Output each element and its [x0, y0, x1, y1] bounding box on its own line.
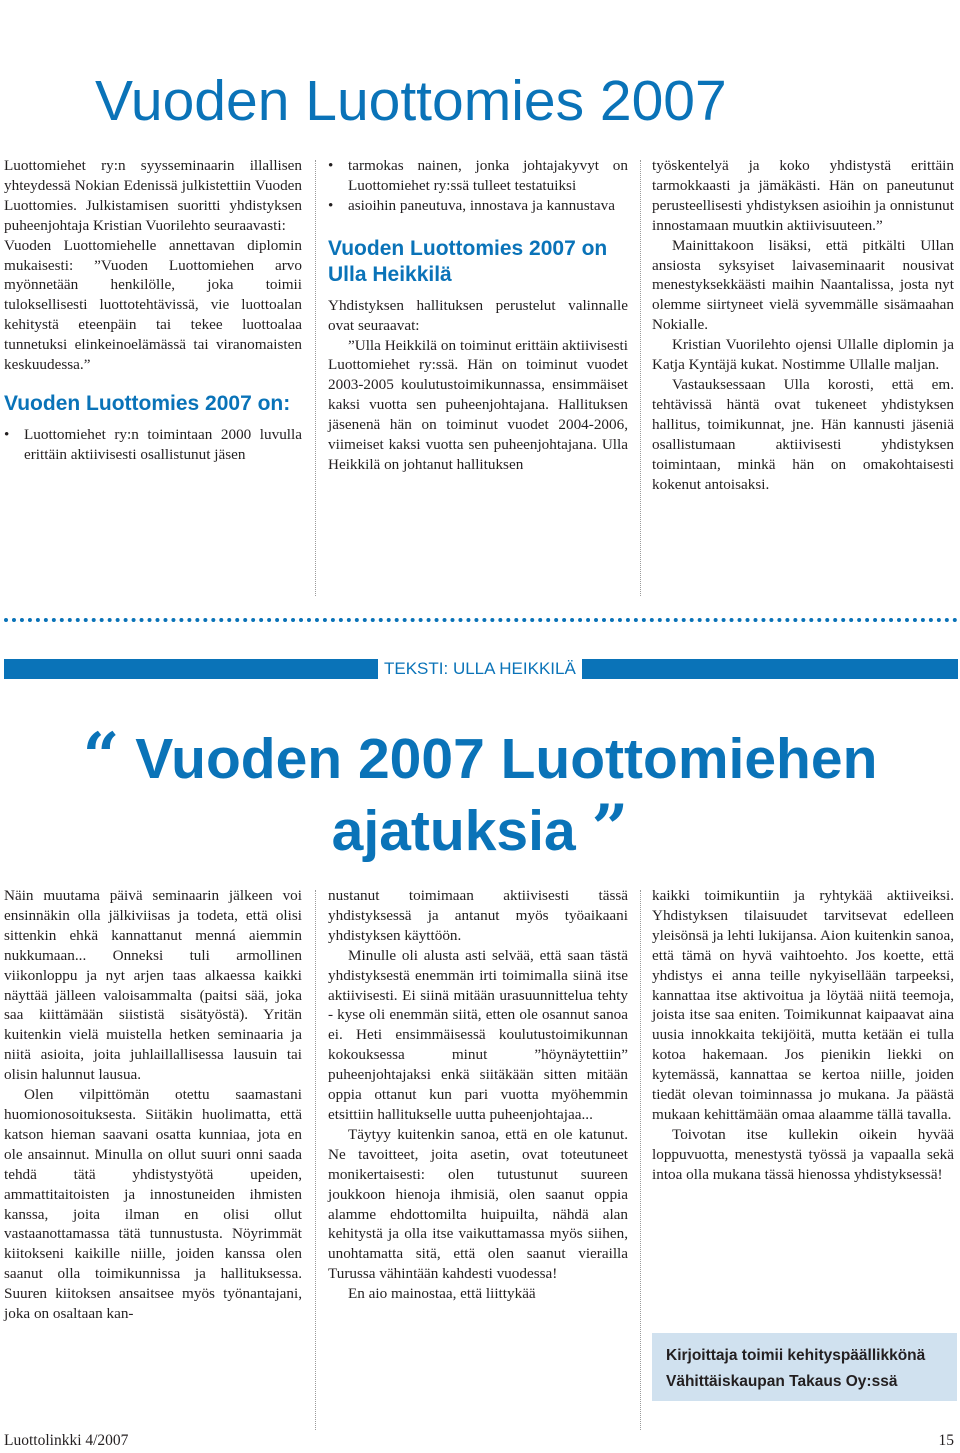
- intro-paragraph: Luottomiehet ry:n syysseminaarin illallisen yhteydessä Nokian Edenissä julkistettiin Vuoden Luottomies. Julkistamisen suoritti yhdistyksen puheenjohtaja Kristian Vuorilehto seuraavasti:: [4, 157, 302, 234]
- author-info-line-2: Vähittäiskaupan Takaus Oy:ssä: [666, 1373, 898, 1390]
- title-line-1: Vuoden 2007 Luottomiehen: [135, 727, 878, 791]
- paragraph: työskentelyä ja koko yhdistystä erittäin tarmokkaasti ja jämäkästi. Hän on paneutunut perusteellisesti yhdistyksen asioihin ja onnistunut innostamaan muutkin aktiivisuuteen.”: [652, 157, 954, 234]
- article1-column-3: [652, 156, 954, 494]
- column-divider: [315, 890, 316, 1430]
- article-title: Vuoden Luottomies 2007: [95, 69, 727, 133]
- paragraph: Näin muutama päivä seminaarin jälkeen voi ensinnäkin olla jälkiviisas ja todeta, että olisi sittenkin ehkä kannattanut menná aiemmin nukkumaan... Onneksi tuli armollinen viikonloppu ja nyt arjen taas alkaessa kaikki näyttää jälleen valoisammalta (paitsi sää, joka saa kiittämään siististä sisätyöstä). Yritän kuitenkin vielä muistella hetken seminaaria ja niitä asioita, joita juhlaillallisessa lausuin tai olisin halunnut lausua.: [4, 887, 302, 1084]
- quote-paragraph: ”Ulla Heikkilä on toiminut erittäin aktiivisesti Luottomiehet ry:ssä. Hän on toiminut vuodet 2003-2005 koulutustoimikunnassa, ensimmäiset kaksi vuotta sen puheenjohtajana. Hallituksen jäsenenä hän on toiminut vuodet 2004-2006, viimeiset kaksi vuotta sen puheenjohtajana. Ulla Heikkilä on johtanut hallituksen: [328, 336, 628, 473]
- paragraph: Toivotan itse kullekin oikein hyvää loppuvuotta, menestystä työssä ja vapaalla sekä intoa olla mukana tässä hienossa yhdistyksessä!: [652, 1125, 954, 1183]
- subheading: Vuoden Luottomies 2007 on Ulla Heikkilä: [328, 236, 608, 286]
- article2-column-3: [652, 886, 954, 1185]
- author-info-line-1: Kirjoittaja toimii kehityspäällikkönä: [666, 1347, 926, 1364]
- subheading: Vuoden Luottomies 2007 on:: [4, 391, 291, 415]
- open-quote-icon: “: [82, 719, 120, 794]
- list-item: • Luottomiehet ry:n toimintaan 2000 luvulla erittäin aktiivisesti osallistunut jäsen: [4, 425, 302, 465]
- paragraph: Vastauksessaan Ulla korosti, että em. tehtävissä häntä ovat tukeneet yhdistyksen hallitus, toimikunnat, jne. Hän kannusti jäseniä osallistumaan aktiivisesti yhdistyksen toimintaan, minkä hän on omakohtaisesti kokenut antoisaksi.: [652, 375, 954, 493]
- paragraph: nustanut toimimaan aktiivisesti tässä yhdistyksessä ja antanut myös työaikaani yhdistyksen käyttöön.: [328, 887, 628, 944]
- article2-title: [30, 719, 930, 866]
- article2-column-2: [328, 886, 628, 1304]
- close-quote-icon: ”: [591, 791, 629, 866]
- paragraph: En aio mainostaa, että liittykää: [348, 1285, 536, 1303]
- title-line-2: ajatuksia: [331, 799, 576, 863]
- list-item: • asioihin paneutuva, innostava ja kannustava: [328, 196, 628, 216]
- author-info-box: [652, 1333, 957, 1401]
- column-divider: [640, 890, 641, 1430]
- column-divider: [640, 160, 641, 596]
- paragraph: Olen vilpittömän otettu saamastani huomionosoituksesta. Siitäkin huolimatta, että katson hieman saavani osatta kunniaa, jota en ole ansainnut. Minulla on ollut suuri onni saada tehdä tätä yhdistystyötä upeiden, ammattitaitoisten ja innostuneiden ihmisten kanssa, joita ilman en olisi ollut vastaanottamassa tätä tunnustusta. Nöyrimmät kiitokseni kaikille niille, joiden kanssa olen saanut olla toimikunnissa ja hallituksessa. Suuren kiitoksen ansaitsee myös työnantajani, joka on osaltaan kan-: [4, 1086, 302, 1323]
- paragraph: Kristian Vuorilehto ojensi Ullalle diplomin ja Katja Kyntäjä kukat. Nostimme Ullalle maljan.: [652, 336, 954, 374]
- list-item: • tarmokas nainen, jonka johtajakyvyt on Luottomiehet ry:ssä tulleet testatuiksi: [328, 156, 628, 196]
- article1-column-2: [328, 156, 628, 475]
- paragraph: Mainittakoon lisäksi, että pitkälti Ullan ansiosta syksyiset laivaseminaarit nousivat menestyksekkäästi maihin Naantalissa, josta nyt olemme siirtyneet vielä syvemmälle sisämaahan Nokialle.: [652, 236, 954, 334]
- article2-column-1: [4, 886, 302, 1324]
- criteria-list: [4, 425, 302, 465]
- paragraph: Yhdistyksen hallituksen perustelut valinnalle ovat seuraavat:: [328, 296, 628, 334]
- publication-name: Luottolinkki 4/2007: [4, 1432, 129, 1449]
- diploma-paragraph: Vuoden Luottomiehelle annettavan diplomin mukaisesti: ”Vuoden Luottomiehen arvo myönnetään henkilölle, joka toimii tuloksellisesti luottotehtävissä, vie luottoalan kehitystä eteenpäin tai tekee luottoalaa tunnetuksi elinkeinoelämässä tai viranomaisten keskuudessa.”: [4, 236, 302, 374]
- criteria-list: [328, 156, 628, 216]
- paragraph: kaikki toimikuntiin ja ryhtykää aktiiveiksi. Yhdistyksen tilaisuudet tarvitsevat edelleen yleisönsä ja lehti lukijansa. Aion kuitenkin sanoa, että tämä on hyvä vaihtoehto. Jos koette, että yhdistys ei anna teille nykyisellään tarpeeksi, kannattaa itse aktivoitua ja löytää niitä teemoja, joista itse saa eniten. Toimikunnat kaipaavat aina uusia innokkaita tekijöitä, mutta ketään ei tulla kotoa hakemaan. Jos pienikin liekki on kytemässä, kannattaa se kertoa niille, joiden tiedät olevan toiminnassa jo mukana. Ja päästä mukaan kehittämään omaa alaamme tällä tavalla.: [652, 887, 954, 1123]
- article1-column-1: [4, 156, 302, 465]
- page-number: 15: [938, 1432, 954, 1449]
- column-divider: [315, 160, 316, 596]
- section-divider: [4, 618, 958, 622]
- paragraph: Täytyy kuitenkin sanoa, että en ole katunut. Ne tavoitteet, joita asetin, ovat toteutuneet monikertaisesti: olen tutustunut suureen joukkoon hienoja ihmisiä, olen saanut oppia alamme ehdottomilta huipuilta, nähdä alan kehitystä ja olla itse vaikuttamassa myös siihen, unohtamatta sitä, että olen saanut vierailla Turussa vähintään kahdesti vuodessa!: [328, 1125, 628, 1283]
- byline: TEKSTI: ULLA HEIKKILÄ: [378, 656, 582, 682]
- paragraph: Minulle oli alusta asti selvää, että saan tästä yhdistyksestä enemmän irti toimimalla siinä itse aktiivisesti. Ei siinä mitään urasuunnittelua tehty - kyse oli enemmän siitä, etten ole osannut sanoa ei. Heti ensimmäisessä koulutustoimikunnan kokouksessa minut ”höynäytettiin” puheenjohtajaksi enkä siitäkään sitten mitään oppia ottanut kun pari vuotta myöhemmin etsittiin hallitukselle uutta puheenjohtajaa...: [328, 946, 628, 1123]
